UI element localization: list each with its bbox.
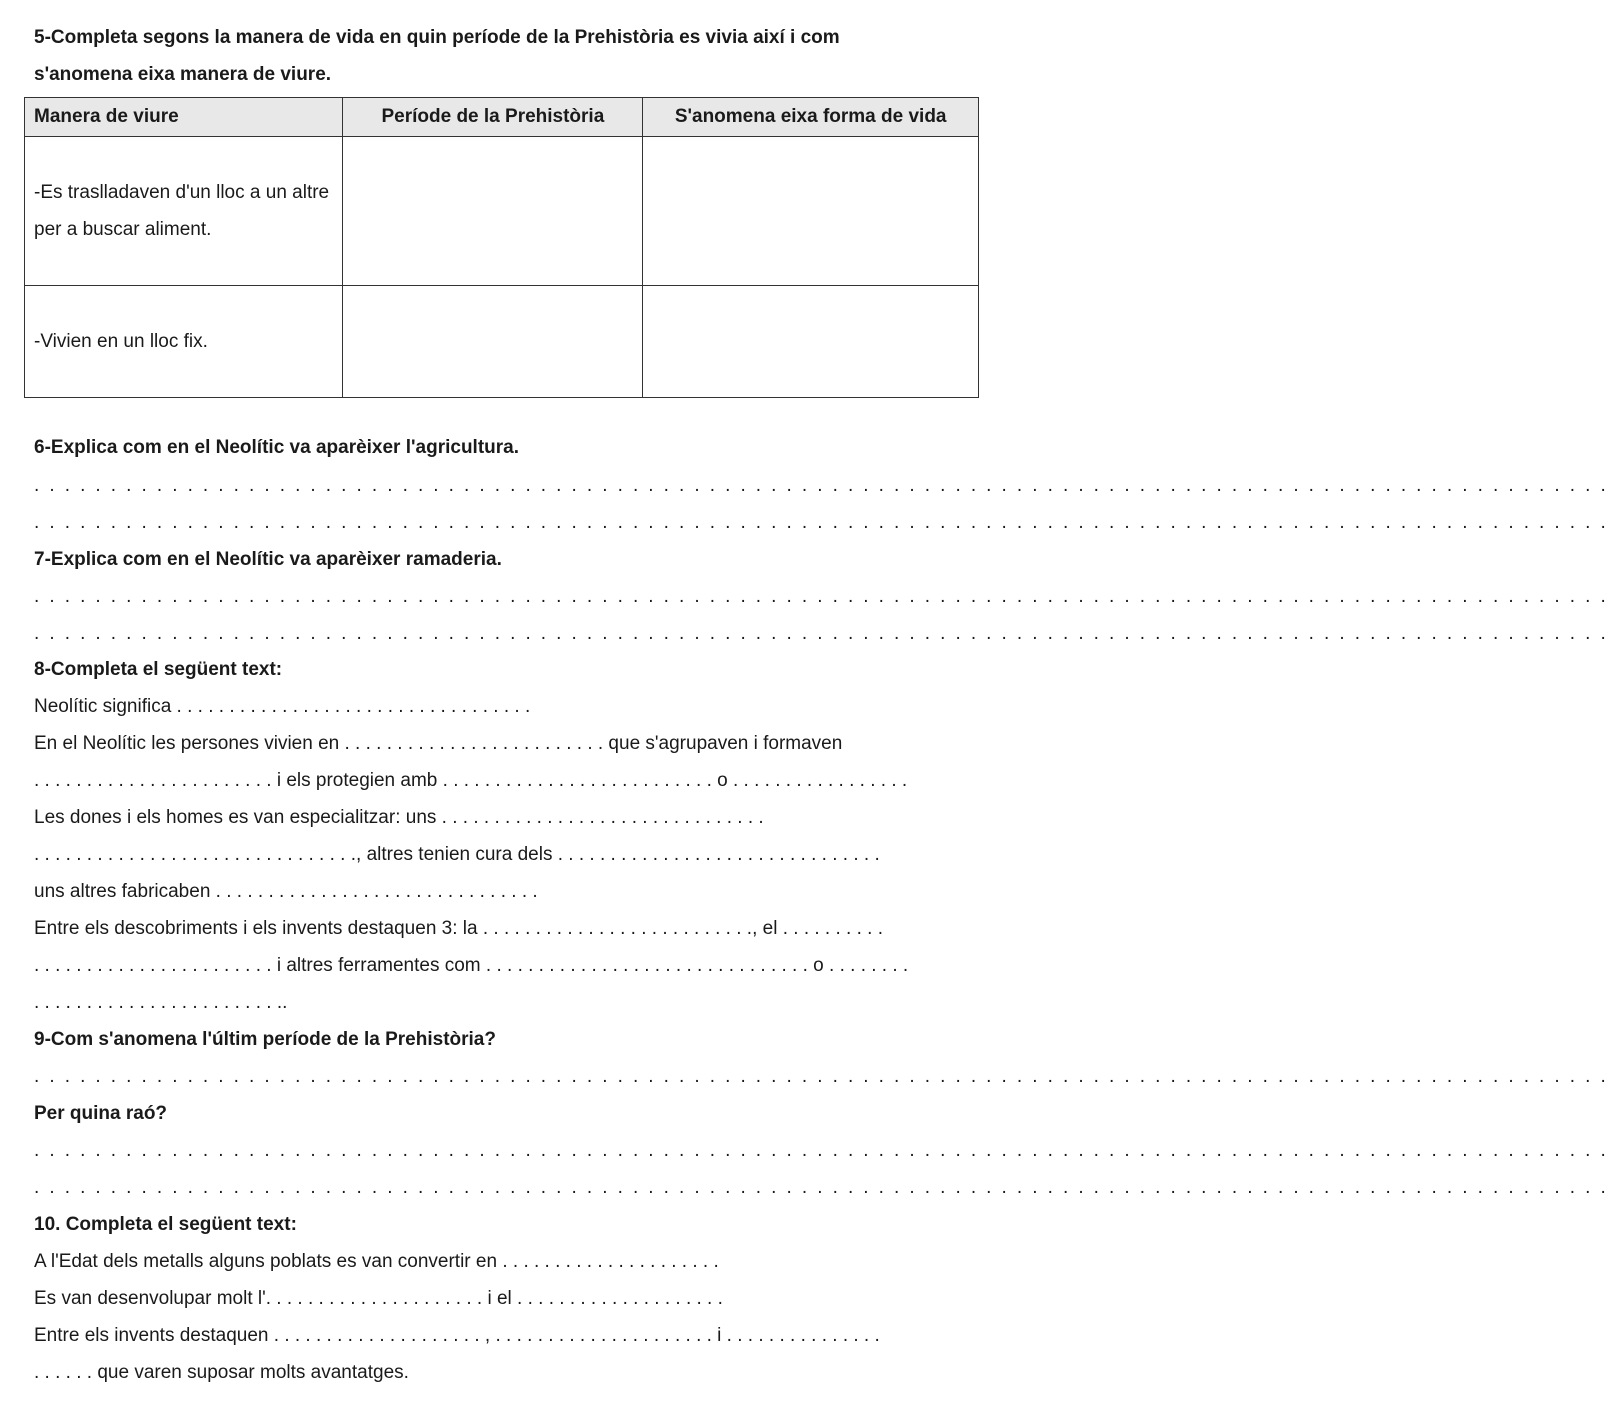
- q10-title: 10. Completa el següent text:: [34, 1214, 297, 1235]
- header-manera-de-viure: Manera de viure: [25, 98, 343, 137]
- header-periode: Període de la Prehistòria: [343, 98, 643, 137]
- q9-subtitle: Per quina raó?: [34, 1103, 168, 1124]
- row2-periode-cell[interactable]: [343, 286, 643, 398]
- answer-line[interactable]: . . . . . . . . . . . . . . . . . . . . . . . . . . . . . . . . . . . . . . . . . . . . . . . . . . . . . . . . . . . . . . . . . . . . . . . . . . . . . . . . . . . . . . . . . . . . . . . . . . . . . . .: [34, 623, 1608, 644]
- row1-forma-cell[interactable]: [643, 137, 979, 286]
- row2-forma-cell[interactable]: [643, 286, 979, 398]
- answer-line[interactable]: . . . . . . . . . . . . . . . . . . . . . . . . . . . . . . . . . . . . . . . . . . . . . . . . . . . . . . . . . . . . . . . . . . . . . . . . . . . . . . . . . . . . . . . . . . . . . . . . . . . . . . .: [34, 475, 1608, 496]
- q8-line[interactable]: . . . . . . . . . . . . . . . . . . . . . . . ..: [34, 992, 288, 1013]
- answer-line[interactable]: . . . . . . . . . . . . . . . . . . . . . . . . . . . . . . . . . . . . . . . . . . . . . . . . . . . . . . . . . . . . . . . . . . . . . . . . . . . . . . . . . . . . . . . . . . . . . . . . . . . . . . .: [34, 1177, 1608, 1198]
- q8-line[interactable]: . . . . . . . . . . . . . . . . . . . . . . . i altres ferramentes com . . . . . . . . . . . . . . . . . . . . . . . . . . . . . . . o . . . . . . . .: [34, 955, 909, 976]
- q5-title-line1: 5-Completa segons la manera de vida en quin període de la Prehistòria es vivia així i com: [34, 27, 840, 48]
- q7-title: 7-Explica com en el Neolític va aparèixer ramaderia.: [34, 549, 502, 570]
- answer-line[interactable]: . . . . . . . . . . . . . . . . . . . . . . . . . . . . . . . . . . . . . . . . . . . . . . . . . . . . . . . . . . . . . . . . . . . . . . . . . . . . . . . . . . . . . . . . . . . . . . . . . . . . . . .: [34, 1140, 1608, 1161]
- q8-line[interactable]: . . . . . . . . . . . . . . . . . . . . . . . . . . . . . . ., altres tenien cura dels . . . . . . . . . . . . . . . . . . . . . . . . . . . . . . .: [34, 844, 880, 865]
- q9-title: 9-Com s'anomena l'últim període de la Prehistòria?: [34, 1029, 496, 1050]
- table-row: [25, 137, 979, 286]
- q6-title: 6-Explica com en el Neolític va aparèixer l'agricultura.: [34, 437, 520, 458]
- q5-table: [24, 97, 979, 398]
- q10-line[interactable]: A l'Edat dels metalls alguns poblats es van convertir en . . . . . . . . . . . . . . . . . . . . .: [34, 1251, 719, 1272]
- q8-line[interactable]: uns altres fabricaben . . . . . . . . . . . . . . . . . . . . . . . . . . . . . . .: [34, 881, 538, 902]
- answer-line[interactable]: . . . . . . . . . . . . . . . . . . . . . . . . . . . . . . . . . . . . . . . . . . . . . . . . . . . . . . . . . . . . . . . . . . . . . . . . . . . . . . . . . . . . . . . . . . . . . . . . . . . . . . .: [34, 1066, 1608, 1087]
- q8-line[interactable]: Neolític significa . . . . . . . . . . . . . . . . . . . . . . . . . . . . . . . . . .: [34, 696, 531, 717]
- answer-line[interactable]: . . . . . . . . . . . . . . . . . . . . . . . . . . . . . . . . . . . . . . . . . . . . . . . . . . . . . . . . . . . . . . . . . . . . . . . . . . . . . . . . . . . . . . . . . . . . . . . . . . . . . . .: [34, 512, 1608, 533]
- row1-manera: -Es traslladaven d'un lloc a un altre per a buscar aliment.: [25, 137, 343, 286]
- row1-periode-cell[interactable]: [343, 137, 643, 286]
- q10-line[interactable]: . . . . . . que varen suposar molts avantatges.: [34, 1362, 409, 1383]
- q10-line[interactable]: Es van desenvolupar molt l'. . . . . . . . . . . . . . . . . . . . . i el . . . . . . . . . . . . . . . . . . . .: [34, 1288, 723, 1309]
- q10-line[interactable]: Entre els invents destaquen . . . . . . . . . . . . . . . . . . . . , . . . . . . . . . . . . . . . . . . . . . i . . . . . . . . . . . . . . .: [34, 1325, 880, 1346]
- q8-line[interactable]: . . . . . . . . . . . . . . . . . . . . . . . i els protegien amb . . . . . . . . . . . . . . . . . . . . . . . . . . o . . . . . . . . . . . . . . . . .: [34, 770, 908, 791]
- q8-title: 8-Completa el següent text:: [34, 659, 283, 680]
- table-header-row: [25, 98, 979, 137]
- table-row: [25, 286, 979, 398]
- q8-line[interactable]: Entre els descobriments i els invents destaquen 3: la . . . . . . . . . . . . . . . . . . . . . . . . . ., el . . . . . . . . . .: [34, 918, 883, 939]
- q5-title-line2: s'anomena eixa manera de viure.: [34, 64, 332, 85]
- header-forma-de-vida: S'anomena eixa forma de vida: [643, 98, 979, 137]
- q8-line[interactable]: Les dones i els homes es van especialitzar: uns . . . . . . . . . . . . . . . . . . . . . . . . . . . . . . .: [34, 807, 764, 828]
- row2-manera: -Vivien en un lloc fix.: [25, 286, 343, 398]
- q8-line[interactable]: En el Neolític les persones vivien en . . . . . . . . . . . . . . . . . . . . . . . . . que s'agrupaven i formaven: [34, 733, 843, 754]
- answer-line[interactable]: . . . . . . . . . . . . . . . . . . . . . . . . . . . . . . . . . . . . . . . . . . . . . . . . . . . . . . . . . . . . . . . . . . . . . . . . . . . . . . . . . . . . . . . . . . . . . . . . . . . . . . .: [34, 586, 1608, 607]
